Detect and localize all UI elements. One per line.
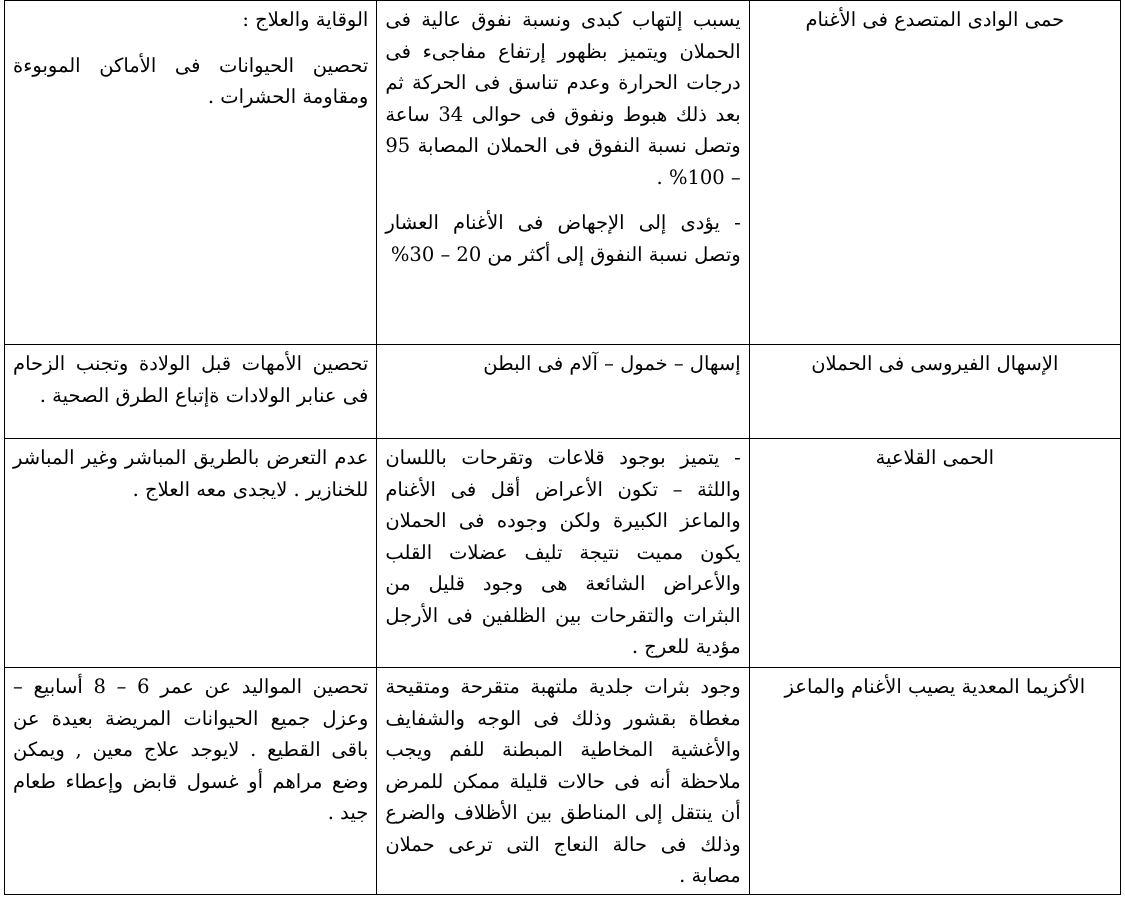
disease-name-cell bbox=[749, 439, 1120, 668]
prevention-text: تحصين الأمهات قبل الولادة وتجنب الزحام فى عنابر الولادات ةإتباع الطرق الصحية . bbox=[13, 352, 369, 407]
table-row bbox=[5, 439, 1121, 668]
symptoms-text: وجود بثرات جلدية ملتهبة متقرحة ومتقيحة مغطاة بقشور وذلك فى الوجه والشفايف والأغشية المخاطية المبطنة للفم ويجب ملاحظة أنه فى حالات قليلة ممكن للمرض أن ينتقل إلى المناطق بين الأظلاف والضرع وذلك فى حالة النعاج التى ترعى حملان مصابة . bbox=[385, 675, 741, 887]
prevention-cell bbox=[5, 345, 377, 439]
table-row bbox=[5, 1, 1121, 345]
symptoms-text: يسبب إلتهاب كبدى ونسبة نفوق عالية فى الحملان ويتميز بظهور إرتفاع مفاجىء فى درجات الحرارة وعدم تناسق فى الحركة ثم بعد ذلك هبوط ونفوق فى حوالى 34 ساعة وتصل نسبة النفوق فى الحملان المصابة 95 – 100% . bbox=[385, 8, 741, 189]
prevention-text: تحصين المواليد عن عمر 6 – 8 أسابيع – وعزل جميع الحيوانات المريضة بعيدة عن باقى القطيع . لايوجد علاج معين , ويمكن وضع مراهم أو غسول قابض وإعطاء طعام جيد . bbox=[13, 675, 369, 824]
symptoms-cell bbox=[377, 345, 749, 439]
disease-name: الحمى القلاعية bbox=[875, 446, 995, 469]
symptoms-cell bbox=[377, 439, 749, 668]
disease-name-cell bbox=[749, 345, 1120, 439]
symptoms-text: - يتميز بوجود قلاعات وتقرحات باللسان واللثة – تكون الأعراض أقل فى الأغنام والماعز الكبيرة ولكن وجوده فى الحملان يكون مميت نتيجة تليف عضلات القلب والأعراض الشائعة هى وجود قليل من البثرات والتقرحات بين الظلفين فى الأرجل مؤدية للعرج . bbox=[385, 446, 741, 658]
prevention-cell bbox=[5, 1, 377, 345]
disease-name-cell bbox=[749, 668, 1120, 895]
disease-table bbox=[4, 0, 1121, 895]
symptoms-cell bbox=[377, 1, 749, 345]
symptoms-text: إسهال – خمول – آلام فى البطن bbox=[483, 352, 741, 375]
symptoms-text: - يؤدى إلى الإجهاض فى الأغنام العشار وتصل نسبة النفوق إلى أكثر من 20 – 30% bbox=[385, 211, 741, 266]
table-row bbox=[5, 345, 1121, 439]
table-row bbox=[5, 668, 1121, 895]
disease-name: الأكزيما المعدية يصيب الأغنام والماعز bbox=[784, 675, 1086, 698]
disease-name-cell bbox=[749, 1, 1120, 345]
disease-name: الإسهال الفيروسى فى الحملان bbox=[811, 352, 1059, 375]
prevention-heading: الوقاية والعلاج : bbox=[242, 8, 369, 31]
prevention-text: تحصين الحيوانات فى الأماكن الموبوءة ومقاومة الحشرات . bbox=[13, 53, 369, 108]
prevention-text: عدم التعرض بالطريق المباشر وغير المباشر للخنازير . لايجدى معه العلاج . bbox=[13, 446, 369, 501]
symptoms-cell bbox=[377, 668, 749, 895]
prevention-cell bbox=[5, 439, 377, 668]
prevention-cell bbox=[5, 668, 377, 895]
disease-name: حمى الوادى المتصدع فى الأغنام bbox=[805, 8, 1065, 31]
